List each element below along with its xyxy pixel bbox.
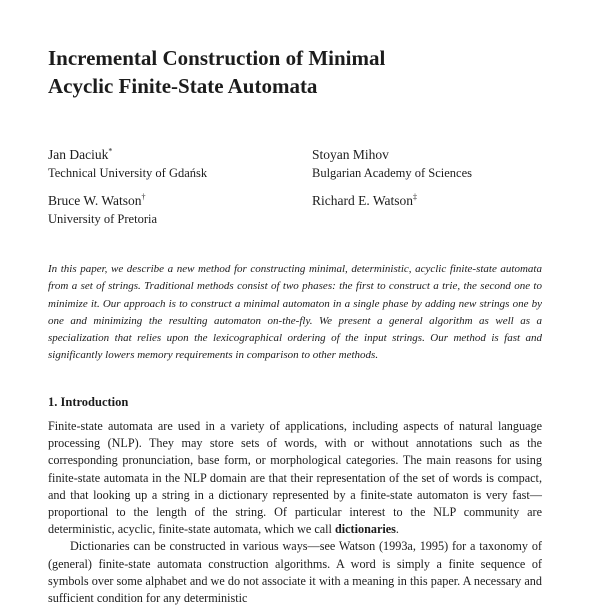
author-affiliation: Bulgarian Academy of Sciences [312, 166, 473, 180]
section-number: 1. [48, 395, 58, 409]
paragraph-1-text: Finite-state automata are used in a variety of applications, including aspects of natural language processing (NLP). They may store sets of words, with or without annotations such as the corresponding pronunciation, base form, or morphological categories. The main reasons for using finite-state automata in the NLP domain are that their representation of the set of words is compact, and that looking up a string in a dictionary represented by a finite-state automaton is very fast—proportional to the length of the string. Of particular interest to the NLP community are deterministic, acyclic, finite-state automata, which we call [48, 419, 542, 537]
author-footnote-mark: ‡ [413, 192, 418, 202]
author-block-4 [312, 192, 417, 210]
author-block-1 [48, 146, 207, 182]
title-line-1: Incremental Construction of Minimal [48, 46, 386, 70]
section-heading [48, 395, 128, 410]
author-footnote-mark: * [108, 146, 113, 156]
defined-term: dictionaries [334, 522, 396, 537]
author-name: Jan Daciuk [48, 147, 109, 162]
author-block-2 [312, 146, 472, 182]
author-affiliation: Technical University of Gdańsk [48, 166, 208, 180]
paragraph-2: Dictionaries can be constructed in various ways—see Watson (1993a, 1995) for a taxonomy of (general) finite-state automata construction algorithms. A word is simply a finite sequence of symbols over some alphabet and we do not associate it with a meaning in this paper. A necessary and sufficient condition for any deterministic [48, 539, 542, 606]
author-affiliation: University of Pretoria [48, 212, 158, 226]
paper-title [48, 44, 568, 100]
author-name: Stoyan Mihov [312, 147, 389, 162]
author-name: Richard E. Watson [312, 193, 414, 208]
body-text [48, 418, 542, 607]
title-line-2: Acyclic Finite-State Automata [48, 74, 318, 98]
author-block-3 [48, 192, 157, 228]
author-footnote-mark: † [141, 192, 146, 202]
author-name: Bruce W. Watson [48, 193, 142, 208]
abstract: In this paper, we describe a new method for constructing minimal, deterministic, acyclic finite-state automata from a set of strings. Traditional methods consist of two phases: the first to construct a trie, the second one to minimize it. Our approach is to construct a minimal automaton in a single phase by adding new strings one by one and minimizing the resulting automaton on-the-fly. We present a general algorithm as well as a specialization that relies upon the lexicographical ordering of the input strings. Our method is fast and significantly lowers memory requirements in comparison to other methods. [48, 263, 542, 362]
paragraph-1 [48, 418, 542, 538]
paragraph-1-end: . [395, 522, 399, 537]
section-title: Introduction [60, 395, 129, 409]
